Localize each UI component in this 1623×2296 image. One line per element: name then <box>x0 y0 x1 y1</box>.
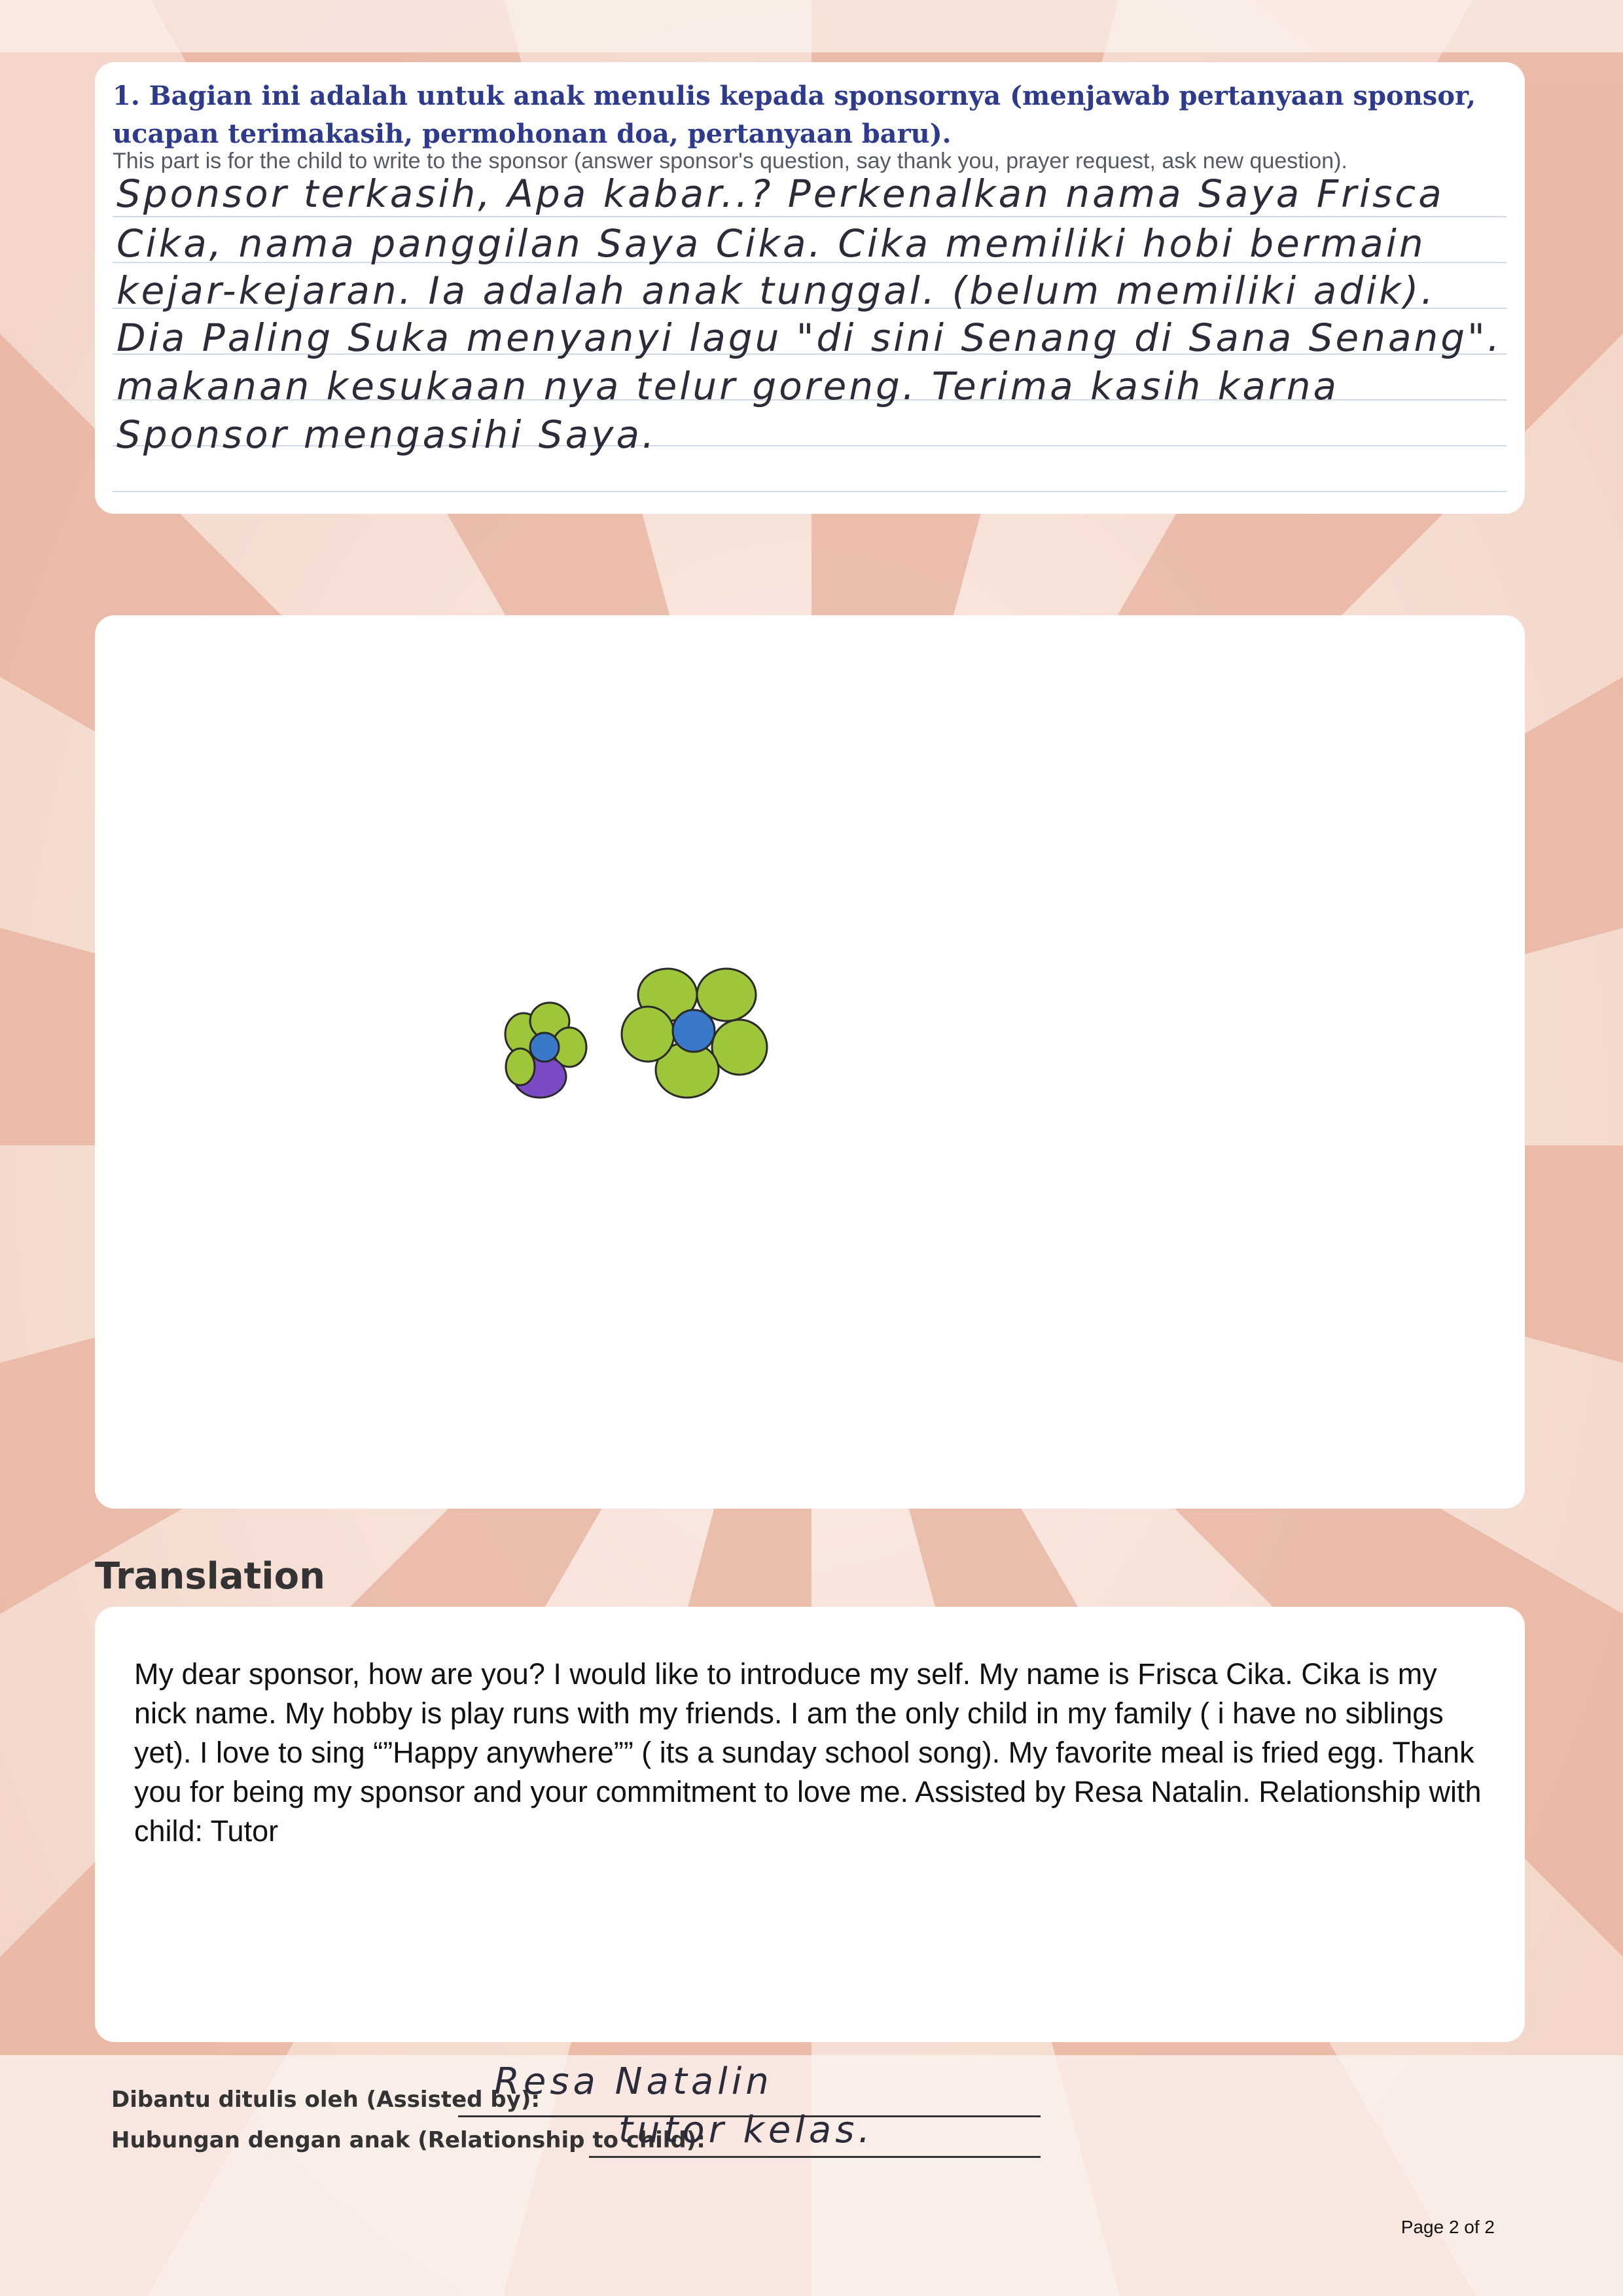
ruled-line <box>113 491 1507 492</box>
handwritten-line: makanan kesukaan nya telur goreng. Terima kasih karna <box>116 364 1340 408</box>
drawing-panel <box>95 615 1525 1509</box>
assisted-by-value: Resa Natalin <box>494 2060 773 2103</box>
page-number: Page 2 of 2 <box>1400 2217 1495 2237</box>
letter-section-subheading: This part is for the child to write to the sponsor (answer sponsor's question, say thank you, prayer request, ask new question). <box>113 149 1347 173</box>
relationship-value: tutor kelas. <box>618 2109 874 2151</box>
handwritten-line: Dia Paling Suka menyanyi lagu "di sini Senang di Sana Senang". <box>116 315 1503 360</box>
relationship-label: Hubungan dengan anak (Relationship to child): <box>111 2127 705 2153</box>
translation-heading: Translation <box>95 1555 325 1598</box>
flower-drawing-icon <box>471 949 785 1158</box>
handwritten-line: Sponsor terkasih, Apa kabar..? Perkenalkan nama Saya Frisca <box>116 171 1444 216</box>
handwritten-line: kejar-kejaran. Ia adalah anak tunggal. (belum memiliki adik). <box>116 268 1436 313</box>
handwritten-line: Sponsor mengasihi Saya. <box>116 412 657 457</box>
small-flower-icon <box>505 1003 586 1098</box>
ruled-line <box>113 216 1507 217</box>
handwritten-line: Cika, nama panggilan Saya Cika. Cika memiliki hobi bermain <box>116 221 1426 266</box>
large-flower-icon <box>622 969 767 1098</box>
translation-text: My dear sponsor, how are you? I would like to introduce my self. My name is Frisca Cika. Cika is my nick name. My hobby is play runs with my friends. I am the only child in my family ( i have no siblings yet). I love to sing “”Happy anywhere”” ( its a sunday school song). My favorite meal is fried egg. Thank you for being my sponsor and your commitment to love me. Assisted by Resa Natalin. Relationship with child: Tutor <box>134 1657 1482 1848</box>
letter-section-heading: 1. Bagian ini adalah untuk anak menulis kepada sponsornya (menjawab pertanyaan sponsor, ucapan terimakasih, permohonan doa, pertanyaan baru). <box>113 81 1476 149</box>
relationship-underline <box>589 2156 1041 2158</box>
assisted-by-label: Dibantu ditulis oleh (Assisted by): <box>111 2087 540 2113</box>
